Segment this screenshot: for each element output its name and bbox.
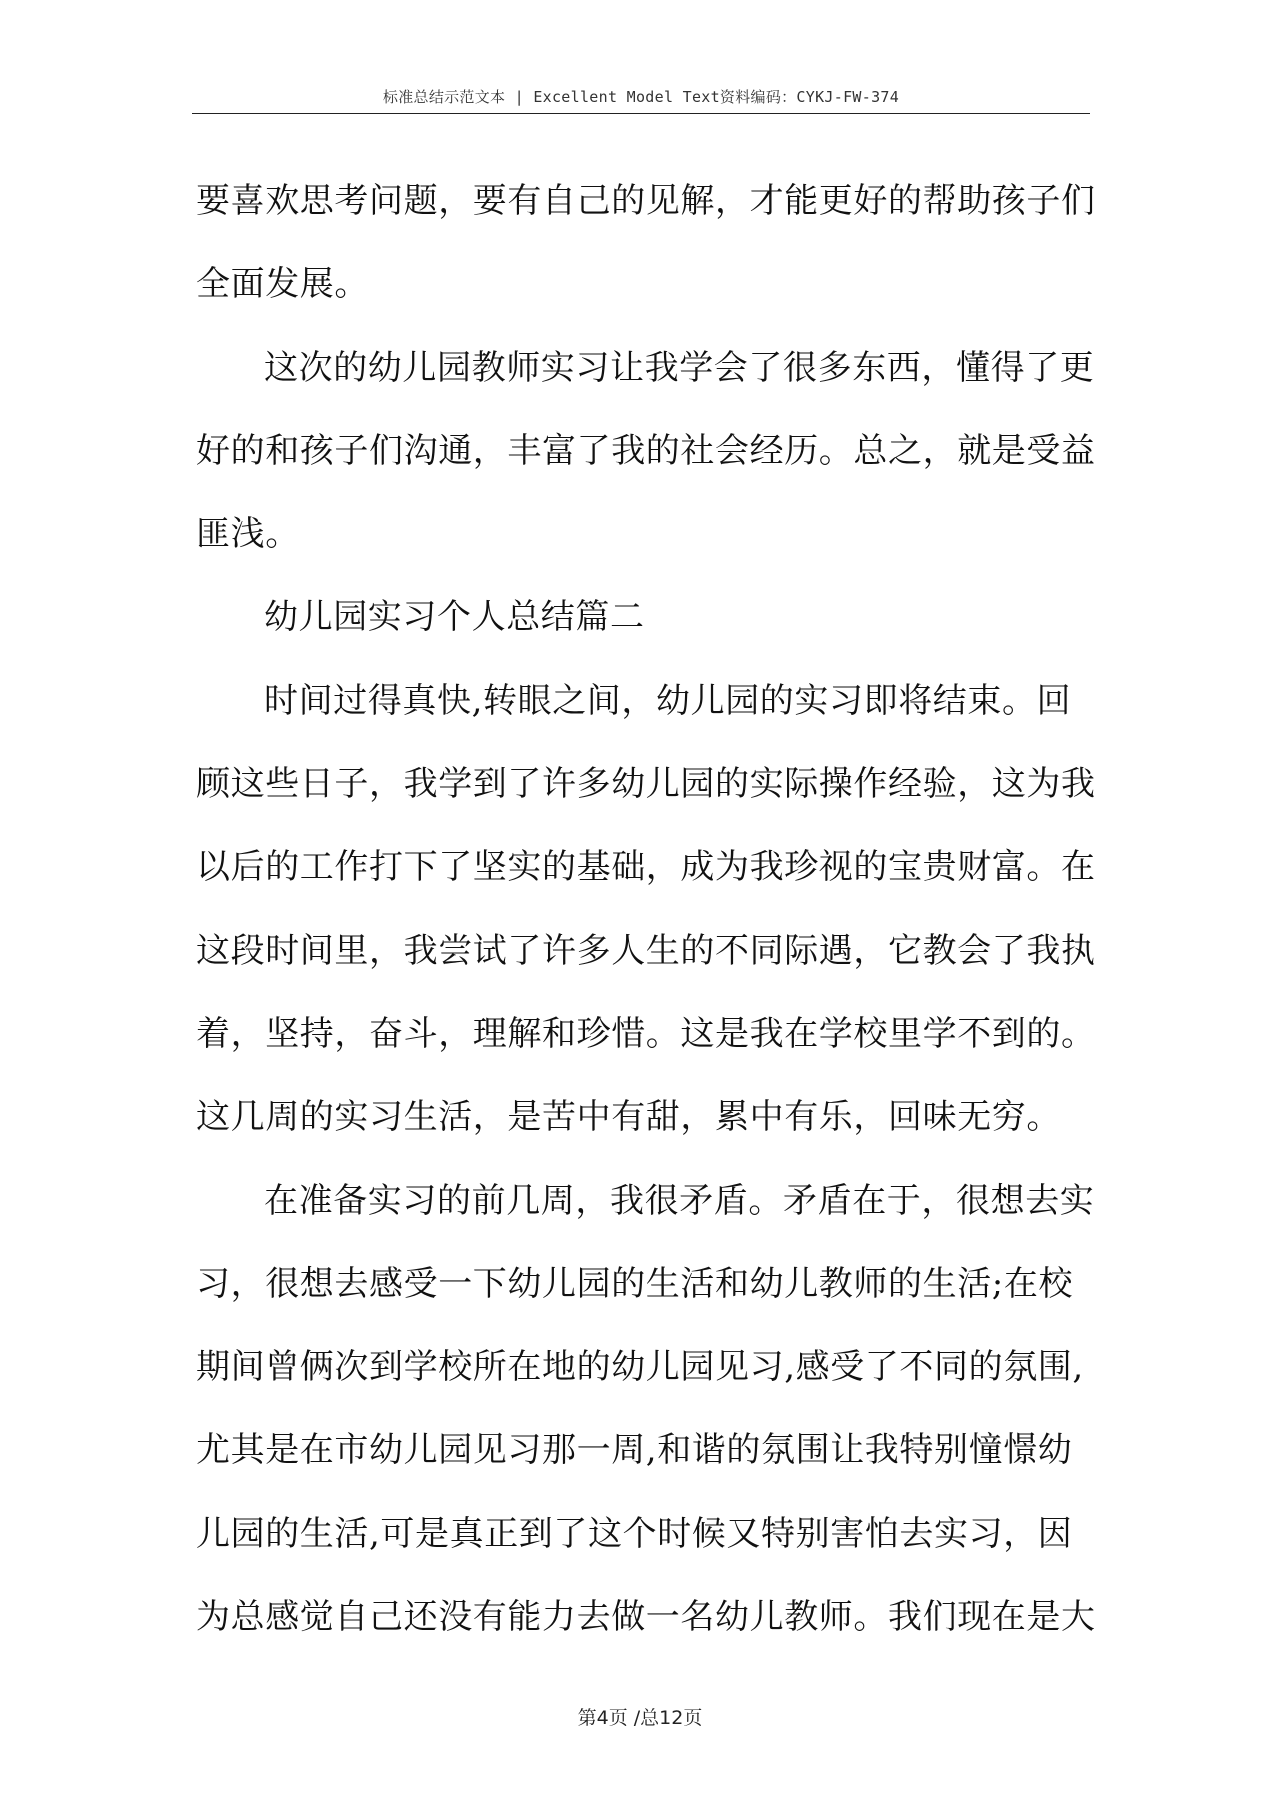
text-line: 全面发展。 [196,264,369,305]
text-line: 好的和孩子们沟通，丰富了我的社会经历。总之，就是受益 [196,430,1096,471]
page-number-footer: 第4页 /总12页 [577,1707,703,1729]
text-line: 儿园的生活,可是真正到了这个时候又特别害怕去实习，因 [196,1513,1073,1554]
text-line: 要喜欢思考问题，要有自己的见解，才能更好的帮助孩子们 [196,181,1096,221]
text-line: 期间曾俩次到学校所在地的幼儿园见习,感受了不同的氛围, [196,1347,1084,1388]
text-line: 匪浅。 [196,514,300,555]
text-line: 着，坚持，奋斗，理解和珍惜。这是我在学校里学不到的。 [196,1013,1096,1054]
text-line: 为总感觉自己还没有能力去做一名幼儿教师。我们现在是大 [196,1597,1096,1638]
text-line: 尤其是在市幼儿园见习那一周,和谐的氛围让我特别憧憬幼 [196,1430,1073,1471]
text-line: 这次的幼儿园教师实习让我学会了很多东西，懂得了更 [264,347,1095,388]
text-line: 这段时间里，我尝试了许多人生的不同际遇，它教会了我执 [196,930,1096,971]
text-line: 习，很想去感受一下幼儿园的生活和幼儿教师的生活;在校 [196,1263,1074,1304]
body-text [196,160,1096,1659]
text-line: 在准备实习的前几周，我很矛盾。矛盾在于，很想去实 [264,1180,1095,1221]
text-line: 顾这些日子，我学到了许多幼儿园的实际操作经验，这为我 [196,764,1096,805]
text-line: 以后的工作打下了坚实的基础，成为我珍视的宝贵财富。在 [196,847,1096,888]
text-line: 这几周的实习生活，是苦中有甜，累中有乐，回味无穷。 [196,1097,1061,1138]
header-divider [192,113,1090,114]
text-line: 时间过得真快,转眼之间，幼儿园的实习即将结束。回 [264,680,1072,721]
page-header: 标准总结示范文本 | Excellent Model Text资料编码：CYKJ-FW-374 [382,88,900,106]
section-heading: 幼儿园实习个人总结篇二 [264,597,645,638]
